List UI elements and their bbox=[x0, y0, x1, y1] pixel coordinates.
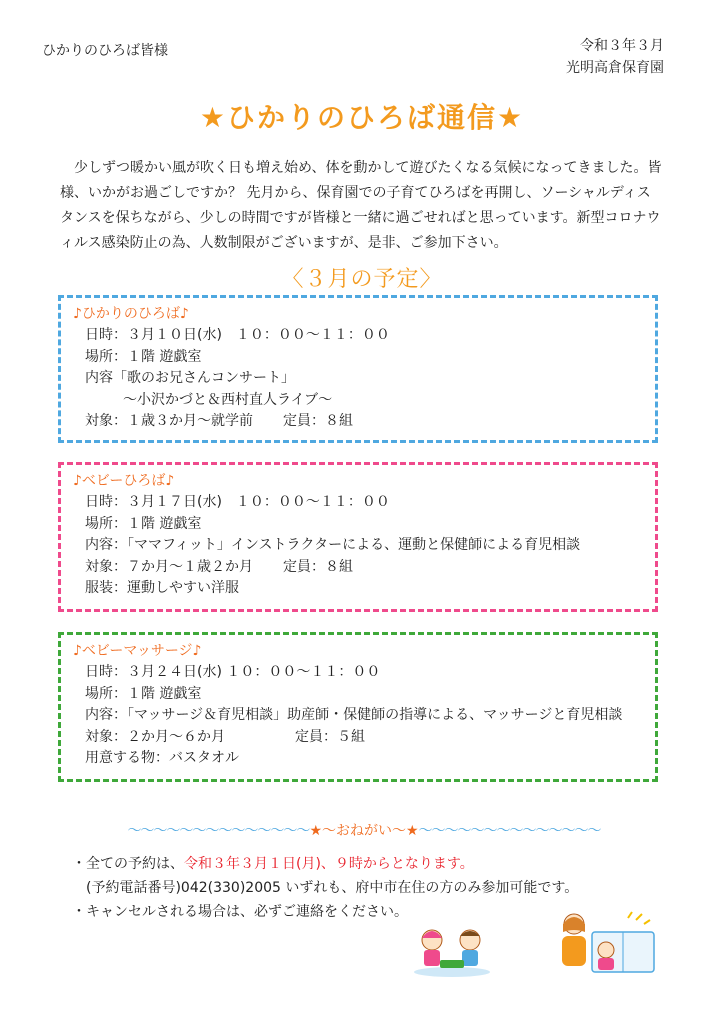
event-title: ♪ひかりのひろば♪ bbox=[73, 306, 189, 322]
schedule-heading: 〈３月の予定〉 bbox=[281, 267, 443, 292]
event-items-to-bring: 用意する物：バスタオル bbox=[85, 750, 239, 766]
event-capacity: 定員：５組 bbox=[295, 728, 365, 745]
wave-left: ～～～～～～～～～～～～～～ bbox=[127, 823, 310, 839]
event-target: 対象：７か月～１歳２か月 bbox=[85, 558, 253, 575]
event-title: ♪ベビーマッサージ♪ bbox=[73, 643, 202, 659]
wave-right: ～～～～～～～～～～～～～～ bbox=[418, 823, 601, 839]
note-reservation-date: 令和３年３月１日(月)、９時からとなります。 bbox=[184, 856, 474, 872]
event-datetime: 日時：３月２４日(水) １０：００～１１：００ bbox=[85, 664, 381, 680]
event-content-sub: ～小沢かづと＆西村直人ライブ～ bbox=[123, 391, 333, 408]
event-place: 場所：１階 遊戯室 bbox=[85, 685, 202, 702]
event-place: 場所：１階 遊戯室 bbox=[85, 515, 202, 532]
event-datetime: 日時：３月１０日(水) １０：００～１１：００ bbox=[85, 327, 390, 343]
addressee: ひかりのひろば皆様 bbox=[42, 43, 168, 59]
event-content: 内容：「マッサージ＆育児相談」助産師・保健師の指導による、マッサージと育児相談 bbox=[85, 707, 623, 723]
event-content: 内容「歌のお兄さんコンサート」 bbox=[85, 370, 295, 386]
event-target-row bbox=[85, 411, 641, 433]
event-content: 内容：「ママフィット」インストラクターによる、運動と保健師による育児相談 bbox=[85, 537, 581, 553]
event-capacity: 定員：８組 bbox=[283, 413, 353, 429]
event-clothing: 服装：運動しやすい洋服 bbox=[85, 580, 239, 596]
mother-and-child-illustration bbox=[548, 910, 660, 980]
intro-paragraph: 少しずつ暖かい風が吹く日も増え始め、体を動かして遊びたくなる気候になってきました。皆様、いかがお過ごしですか？ 先月から、保育園での子育てひろばを再開し、ソーシャルディスタンスを保ちながら、少しの時間ですが皆様と一緒に過ごせればと思っています。新型コロナウィルス感染防止の為、人数制限がございますが、是非、ご参加下さい。 bbox=[60, 160, 662, 251]
event-datetime: 日時：３月１７日(水) １０：００～１１：００ bbox=[85, 494, 390, 510]
event-target-row bbox=[85, 727, 641, 749]
note-reservation bbox=[72, 852, 578, 876]
event-capacity: 定員：８組 bbox=[283, 558, 353, 575]
request-divider bbox=[64, 820, 664, 840]
children-illustration bbox=[410, 920, 494, 978]
note-phone: (予約電話番号)042(330)2005 いずれも、府中市在住の方のみ参加可能です。 bbox=[86, 880, 579, 896]
organization-name: 光明高倉保育園 bbox=[566, 60, 664, 76]
event-target: 対象：１歳３か月～就学前 bbox=[85, 413, 253, 429]
event-box-hikari-hiroba bbox=[58, 295, 658, 443]
event-target: 対象：２か月～６か月 bbox=[85, 728, 225, 745]
event-box-baby-hiroba bbox=[58, 462, 658, 612]
event-target-row bbox=[85, 557, 641, 579]
event-place: 場所：１階 遊戯室 bbox=[85, 348, 202, 365]
date-line: 令和３年３月 bbox=[580, 38, 664, 54]
note-cancel: ・キャンセルされる場合は、必ずご連絡をください。 bbox=[72, 904, 408, 920]
note-reservation-prefix: ・全ての予約は、 bbox=[72, 856, 184, 872]
request-label: ★～おねがい～★ bbox=[309, 823, 419, 839]
date-block bbox=[566, 35, 664, 79]
newsletter-title: ★ひかりのひろば通信★ bbox=[199, 101, 525, 134]
notes-block bbox=[72, 852, 578, 924]
event-title: ♪ベビーひろば♪ bbox=[73, 473, 175, 489]
event-box-baby-massage bbox=[58, 632, 658, 782]
